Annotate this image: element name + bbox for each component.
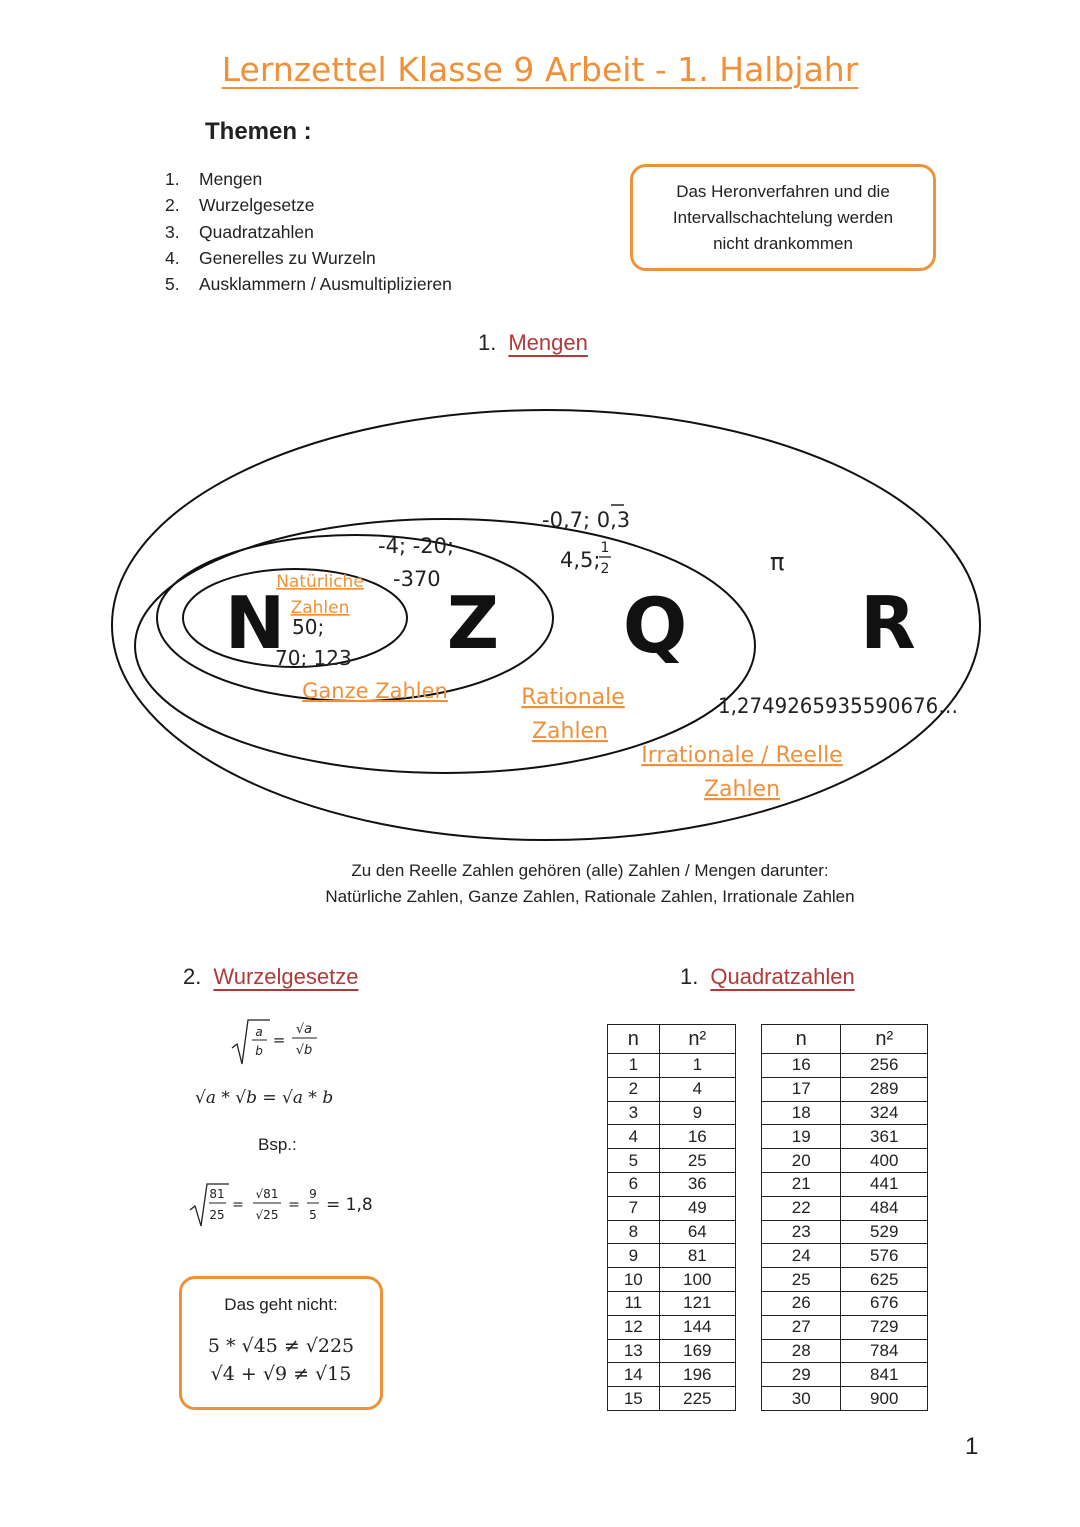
table-cell-square: 100 bbox=[659, 1268, 735, 1292]
fraction-denominator: 2 bbox=[600, 561, 610, 577]
table-cell-square: 81 bbox=[659, 1244, 735, 1268]
table-cell-n: 6 bbox=[608, 1172, 660, 1196]
table-cell-n: 5 bbox=[608, 1149, 660, 1173]
table-cell-n: 29 bbox=[762, 1363, 841, 1387]
reals-label: Zahlen bbox=[703, 777, 781, 802]
svg-text:= 1,8: = 1,8 bbox=[326, 1195, 373, 1215]
table-cell-square: 441 bbox=[841, 1172, 928, 1196]
table-cell-square: 900 bbox=[841, 1387, 928, 1411]
table-cell-n: 22 bbox=[762, 1196, 841, 1220]
not-possible-title: Das geht nicht: bbox=[224, 1295, 338, 1314]
table-cell-square: 9 bbox=[659, 1101, 735, 1125]
table-cell-n: 16 bbox=[762, 1054, 841, 1078]
table-cell-square: 529 bbox=[841, 1220, 928, 1244]
integers-example: -370 bbox=[393, 567, 441, 591]
table-row bbox=[762, 1387, 928, 1411]
list-item: 5. Ausklammern / Ausmultiplizieren bbox=[165, 274, 452, 295]
table-row bbox=[762, 1363, 928, 1387]
table-cell-square: 361 bbox=[841, 1125, 928, 1149]
table-cell-square: 256 bbox=[841, 1054, 928, 1078]
table-row bbox=[608, 1339, 736, 1363]
table-cell-square: 36 bbox=[659, 1172, 735, 1196]
table-row bbox=[608, 1244, 736, 1268]
table-cell-square: 225 bbox=[659, 1387, 735, 1411]
table-row bbox=[608, 1220, 736, 1244]
natural-numbers-symbol: N bbox=[224, 581, 286, 665]
table-row bbox=[608, 1172, 736, 1196]
page-number: 1 bbox=[965, 1433, 979, 1460]
svg-text:=: = bbox=[288, 1197, 300, 1213]
reals-label: Irrationale / Reelle bbox=[641, 743, 843, 768]
example-label: Bsp.: bbox=[258, 1135, 297, 1154]
table-row bbox=[762, 1268, 928, 1292]
integers-label: Ganze Zahlen bbox=[302, 679, 448, 703]
table-cell-n: 15 bbox=[608, 1387, 660, 1411]
table-cell-n: 12 bbox=[608, 1315, 660, 1339]
reals-caption: Zu den Reelle Zahlen gehören (alle) Zahlen / Mengen darunter: Natürliche Zahlen, Ganze Zahlen, Rationale Zahlen, Irrationale Zahlen bbox=[325, 861, 855, 906]
table-row bbox=[608, 1291, 736, 1315]
table-cell-n: 3 bbox=[608, 1101, 660, 1125]
svg-text:a: a bbox=[255, 1025, 263, 1039]
table-cell-square: 784 bbox=[841, 1339, 928, 1363]
integers-symbol: Z bbox=[446, 581, 500, 665]
not-possible-box bbox=[179, 1276, 383, 1410]
table-cell-square: 484 bbox=[841, 1196, 928, 1220]
table-cell-square: 676 bbox=[841, 1291, 928, 1315]
table-cell-n: 18 bbox=[762, 1101, 841, 1125]
svg-text:5: 5 bbox=[309, 1208, 317, 1222]
table-row bbox=[762, 1077, 928, 1101]
table-cell-square: 625 bbox=[841, 1268, 928, 1292]
table-row bbox=[762, 1244, 928, 1268]
table-cell-n: 19 bbox=[762, 1125, 841, 1149]
table-cell-n: 7 bbox=[608, 1196, 660, 1220]
table-header: n² bbox=[841, 1025, 928, 1054]
table-cell-square: 144 bbox=[659, 1315, 735, 1339]
table-row bbox=[608, 1149, 736, 1173]
list-item: 1. Mengen bbox=[165, 169, 263, 189]
exam-note-box: Das Heronverfahren und die Intervallschachtelung werden nicht drankommen bbox=[630, 164, 936, 271]
table-cell-square: 576 bbox=[841, 1244, 928, 1268]
irrational-example: 1,2749265935590676… bbox=[718, 694, 958, 718]
topics-list bbox=[165, 169, 452, 300]
table-cell-square: 729 bbox=[841, 1315, 928, 1339]
section-heading-mengen: 1. Mengen bbox=[478, 330, 588, 355]
table-cell-n: 10 bbox=[608, 1268, 660, 1292]
svg-text:81: 81 bbox=[209, 1187, 225, 1201]
list-item: 2. Wurzelgesetze bbox=[165, 195, 315, 216]
table-cell-square: 1 bbox=[659, 1054, 735, 1078]
table-row bbox=[762, 1101, 928, 1125]
table-row bbox=[762, 1220, 928, 1244]
table-cell-n: 24 bbox=[762, 1244, 841, 1268]
table-row bbox=[762, 1172, 928, 1196]
list-item: 3. Quadratzahlen bbox=[165, 221, 314, 242]
squares-table-right bbox=[761, 1024, 928, 1411]
not-possible-example: √4 + √9 ≠ √15 bbox=[210, 1363, 352, 1385]
table-cell-n: 14 bbox=[608, 1363, 660, 1387]
table-header: n bbox=[608, 1025, 660, 1054]
table-cell-square: 196 bbox=[659, 1363, 735, 1387]
squares-table-left bbox=[607, 1024, 736, 1411]
table-row bbox=[762, 1054, 928, 1078]
table-cell-n: 30 bbox=[762, 1387, 841, 1411]
svg-text:b: b bbox=[255, 1044, 263, 1058]
table-cell-n: 4 bbox=[608, 1125, 660, 1149]
natural-numbers-example: 70; 123 bbox=[275, 646, 352, 670]
table-cell-square: 169 bbox=[659, 1339, 735, 1363]
table-row bbox=[608, 1196, 736, 1220]
section-heading-wurzelgesetze: 2. Wurzelgesetze bbox=[183, 964, 359, 989]
svg-text:√a: √a bbox=[295, 1022, 313, 1037]
table-cell-square: 841 bbox=[841, 1363, 928, 1387]
svg-text:=: = bbox=[272, 1031, 286, 1049]
topics-heading: Themen : bbox=[205, 118, 312, 145]
table-row bbox=[762, 1149, 928, 1173]
table-header: n bbox=[762, 1025, 841, 1054]
root-product-law: √a * √b = √a * b bbox=[195, 1088, 334, 1108]
reals-symbol: R bbox=[860, 581, 916, 665]
table-cell-n: 26 bbox=[762, 1291, 841, 1315]
table-cell-square: 64 bbox=[659, 1220, 735, 1244]
list-item: 4. Generelles zu Wurzeln bbox=[165, 247, 376, 268]
table-cell-n: 20 bbox=[762, 1149, 841, 1173]
section-heading-quadratzahlen: 1. Quadratzahlen bbox=[680, 964, 855, 989]
svg-text:=: = bbox=[232, 1197, 244, 1213]
table-row bbox=[762, 1339, 928, 1363]
svg-text:9: 9 bbox=[309, 1187, 317, 1201]
pi-example: π bbox=[770, 548, 785, 576]
table-cell-n: 25 bbox=[762, 1268, 841, 1292]
number-sets-diagram bbox=[0, 380, 1080, 860]
table-row bbox=[608, 1077, 736, 1101]
table-row bbox=[762, 1196, 928, 1220]
table-cell-n: 11 bbox=[608, 1291, 660, 1315]
table-row bbox=[608, 1387, 736, 1411]
table-cell-n: 13 bbox=[608, 1339, 660, 1363]
table-row bbox=[608, 1268, 736, 1292]
table-row bbox=[762, 1125, 928, 1149]
rationals-example: 4,5; bbox=[560, 548, 601, 572]
table-cell-n: 17 bbox=[762, 1077, 841, 1101]
table-row bbox=[608, 1363, 736, 1387]
table-cell-square: 400 bbox=[841, 1149, 928, 1173]
table-cell-square: 25 bbox=[659, 1149, 735, 1173]
root-example bbox=[185, 1178, 385, 1230]
not-possible-example: 5 * √45 ≠ √225 bbox=[207, 1335, 355, 1357]
rationals-label: Rationale bbox=[521, 685, 625, 710]
table-cell-square: 289 bbox=[841, 1077, 928, 1101]
table-cell-square: 324 bbox=[841, 1101, 928, 1125]
table-cell-square: 4 bbox=[659, 1077, 735, 1101]
table-cell-n: 28 bbox=[762, 1339, 841, 1363]
rationals-symbol: Q bbox=[622, 581, 688, 670]
table-cell-square: 49 bbox=[659, 1196, 735, 1220]
table-cell-n: 2 bbox=[608, 1077, 660, 1101]
table-row bbox=[762, 1291, 928, 1315]
rationals-example: -0,7; 0,3 bbox=[542, 508, 631, 532]
integers-example: -4; -20; bbox=[378, 534, 455, 558]
table-cell-n: 21 bbox=[762, 1172, 841, 1196]
table-row bbox=[608, 1125, 736, 1149]
table-cell-n: 23 bbox=[762, 1220, 841, 1244]
table-row bbox=[608, 1315, 736, 1339]
svg-text:√81: √81 bbox=[255, 1187, 279, 1201]
rationals-label: Zahlen bbox=[531, 719, 609, 744]
fraction-numerator: 1 bbox=[600, 540, 610, 556]
table-header: n² bbox=[659, 1025, 735, 1054]
table-cell-n: 1 bbox=[608, 1054, 660, 1078]
table-cell-square: 121 bbox=[659, 1291, 735, 1315]
svg-text:25: 25 bbox=[209, 1208, 225, 1222]
table-cell-n: 8 bbox=[608, 1220, 660, 1244]
natural-numbers-label: Natürliche bbox=[276, 572, 364, 592]
table-cell-square: 16 bbox=[659, 1125, 735, 1149]
table-cell-n: 9 bbox=[608, 1244, 660, 1268]
natural-numbers-example: 50; bbox=[292, 615, 325, 639]
table-row bbox=[762, 1315, 928, 1339]
table-cell-n: 27 bbox=[762, 1315, 841, 1339]
root-quotient-law bbox=[180, 1010, 390, 1070]
svg-text:√b: √b bbox=[295, 1043, 313, 1058]
svg-text:√25: √25 bbox=[255, 1208, 279, 1222]
table-row bbox=[608, 1101, 736, 1125]
page-title: Lernzettel Klasse 9 Arbeit - 1. Halbjahr bbox=[221, 50, 859, 89]
natural-numbers-label: Zahlen bbox=[290, 598, 350, 618]
table-row bbox=[608, 1054, 736, 1078]
